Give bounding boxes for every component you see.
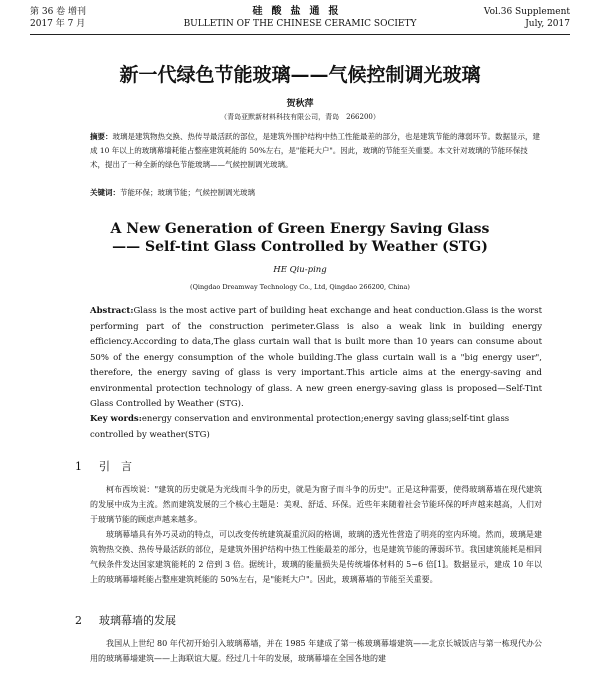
title-en-line1: A New Generation of Green Energy Saving Glass xyxy=(110,221,490,237)
abstract-cn-label: 摘要： xyxy=(90,132,113,141)
keywords-cn xyxy=(90,187,542,199)
section-2-paragraph-1: 我国从上世纪 80 年代初开始引入玻璃幕墙，并在 1985 年建成了第一栋玻璃幕墙建筑——北京长城饭店与第一栋现代办公用的玻璃幕墙建筑——上海联谊大厦。经过几十年的发展，玻璃幕墙在全国各地的建 xyxy=(90,639,542,663)
header-right xyxy=(484,6,570,30)
journal-name-en: BULLETIN OF THE CHINESE CERAMIC SOCIETY xyxy=(183,19,417,29)
abstract-en-text: Glass is the most active part of building heat exchange and heat conduction.Glass is the worst performing part of the construction perimeter.Glass is also a weak link in building energy efficiency.According to data,The glass curtain wall that is built more than 10 years can consume about 50% of the energy consumption of the whole building.The glass curtain wall is a "big energy user", therefore, the energy saving of glass is very important.This article aims at the energy-saving and environmental protection technology of glass. A new green energy-saving glass is proposed—Self-Tint Glass Controlled by Weather (STG). xyxy=(90,306,542,409)
affiliation-cn: （青岛亚默新材料科技有限公司，青岛 266200） xyxy=(220,113,380,121)
section-1-paragraph-1: 柯布西埃说："建筑的历史就是为光线而斗争的历史，就是为窗子而斗争的历史"。正是这种需要，使得玻璃幕墙在现代建筑的发展中成为主流。然而建筑发展的三个核心主题是：美观、舒适、环保。近些年来随着社会节能环保的呼声越来越高，人们对于玻璃节能的顾虑声越来越多。 xyxy=(90,485,542,524)
author-en: HE Qiu-ping xyxy=(273,265,327,275)
section-1-number: 1 xyxy=(75,460,82,473)
running-header xyxy=(30,6,570,36)
keywords-cn-label: 关键词： xyxy=(90,188,120,197)
author-cn: 贺秋萍 xyxy=(286,99,314,109)
abstract-cn xyxy=(90,130,542,172)
header-volume-cn: 第 36 卷 增刊 xyxy=(30,7,87,17)
section-2-number: 2 xyxy=(75,614,82,627)
keywords-en-text: energy conservation and environmental protection;energy saving glass;self-tint glass controlled by weather(STG) xyxy=(90,414,510,440)
journal-name-cn: 硅酸盐通报 xyxy=(252,6,348,17)
abstract-en-label: Abstract: xyxy=(90,306,134,316)
keywords-en-label: Key words: xyxy=(90,414,142,424)
keywords-en xyxy=(90,412,542,443)
header-volume-en: Vol.36 Supplement xyxy=(483,7,570,17)
section-1-paragraph-2: 玻璃幕墙具有外巧灵动的特点，可以改变传统建筑凝重沉闷的格调，玻璃的透光性营造了明亮的室内环境。然而，玻璃是建筑物热交换、热传导最活跃的部位，是建筑外围护结构中热工性能最差的部分，也是建筑节能的薄弱环节。我国建筑能耗是相同气候条件发达国家建筑能耗的 2 倍到 3 倍。据统计，玻璃的能量损失是传统墙体材料的 5~6 倍[1]。数据显示，建成 10 年以上的玻璃幕墙耗能占整座建筑耗能的 50%左右，是"能耗大户"。因此，玻璃幕墙的节能至关重要。 xyxy=(90,530,542,584)
section-1-title: 引 言 xyxy=(99,460,132,473)
abstract-en xyxy=(90,304,542,413)
section-1-heading xyxy=(75,458,132,474)
header-divider xyxy=(30,34,570,35)
abstract-cn-text: 玻璃是建筑物热交换、热传导最活跃的部位，是建筑外围护结构中热工性能最差的部分，也是建筑节能的薄弱环节。数据显示，建成 10 年以上的玻璃幕墙耗能占整座建筑耗能的 50%左右，是"能耗大户"。因此，玻璃的节能至关重要。本文针对玻璃的节能环保技术，提出了一种全新的绿色节能玻璃——气候控制调光玻璃。 xyxy=(90,132,540,169)
title-en xyxy=(0,220,600,256)
title-en-line2: —— Self-tint Glass Controlled by Weather (STG) xyxy=(112,239,488,255)
header-date-cn: 2017 年 7 月 xyxy=(30,19,86,29)
keywords-cn-text: 节能环保；玻璃节能；气候控制调光玻璃 xyxy=(120,188,255,197)
affiliation-en: (Qingdao Dreamway Technology Co., Ltd, Qingdao 266200, China) xyxy=(190,283,410,291)
header-date-en: July, 2017 xyxy=(525,19,570,29)
section-2-heading xyxy=(75,612,176,628)
section-2-title: 玻璃幕墙的发展 xyxy=(99,614,176,627)
title-cn: 新一代绿色节能玻璃——气候控制调光玻璃 xyxy=(119,64,481,86)
